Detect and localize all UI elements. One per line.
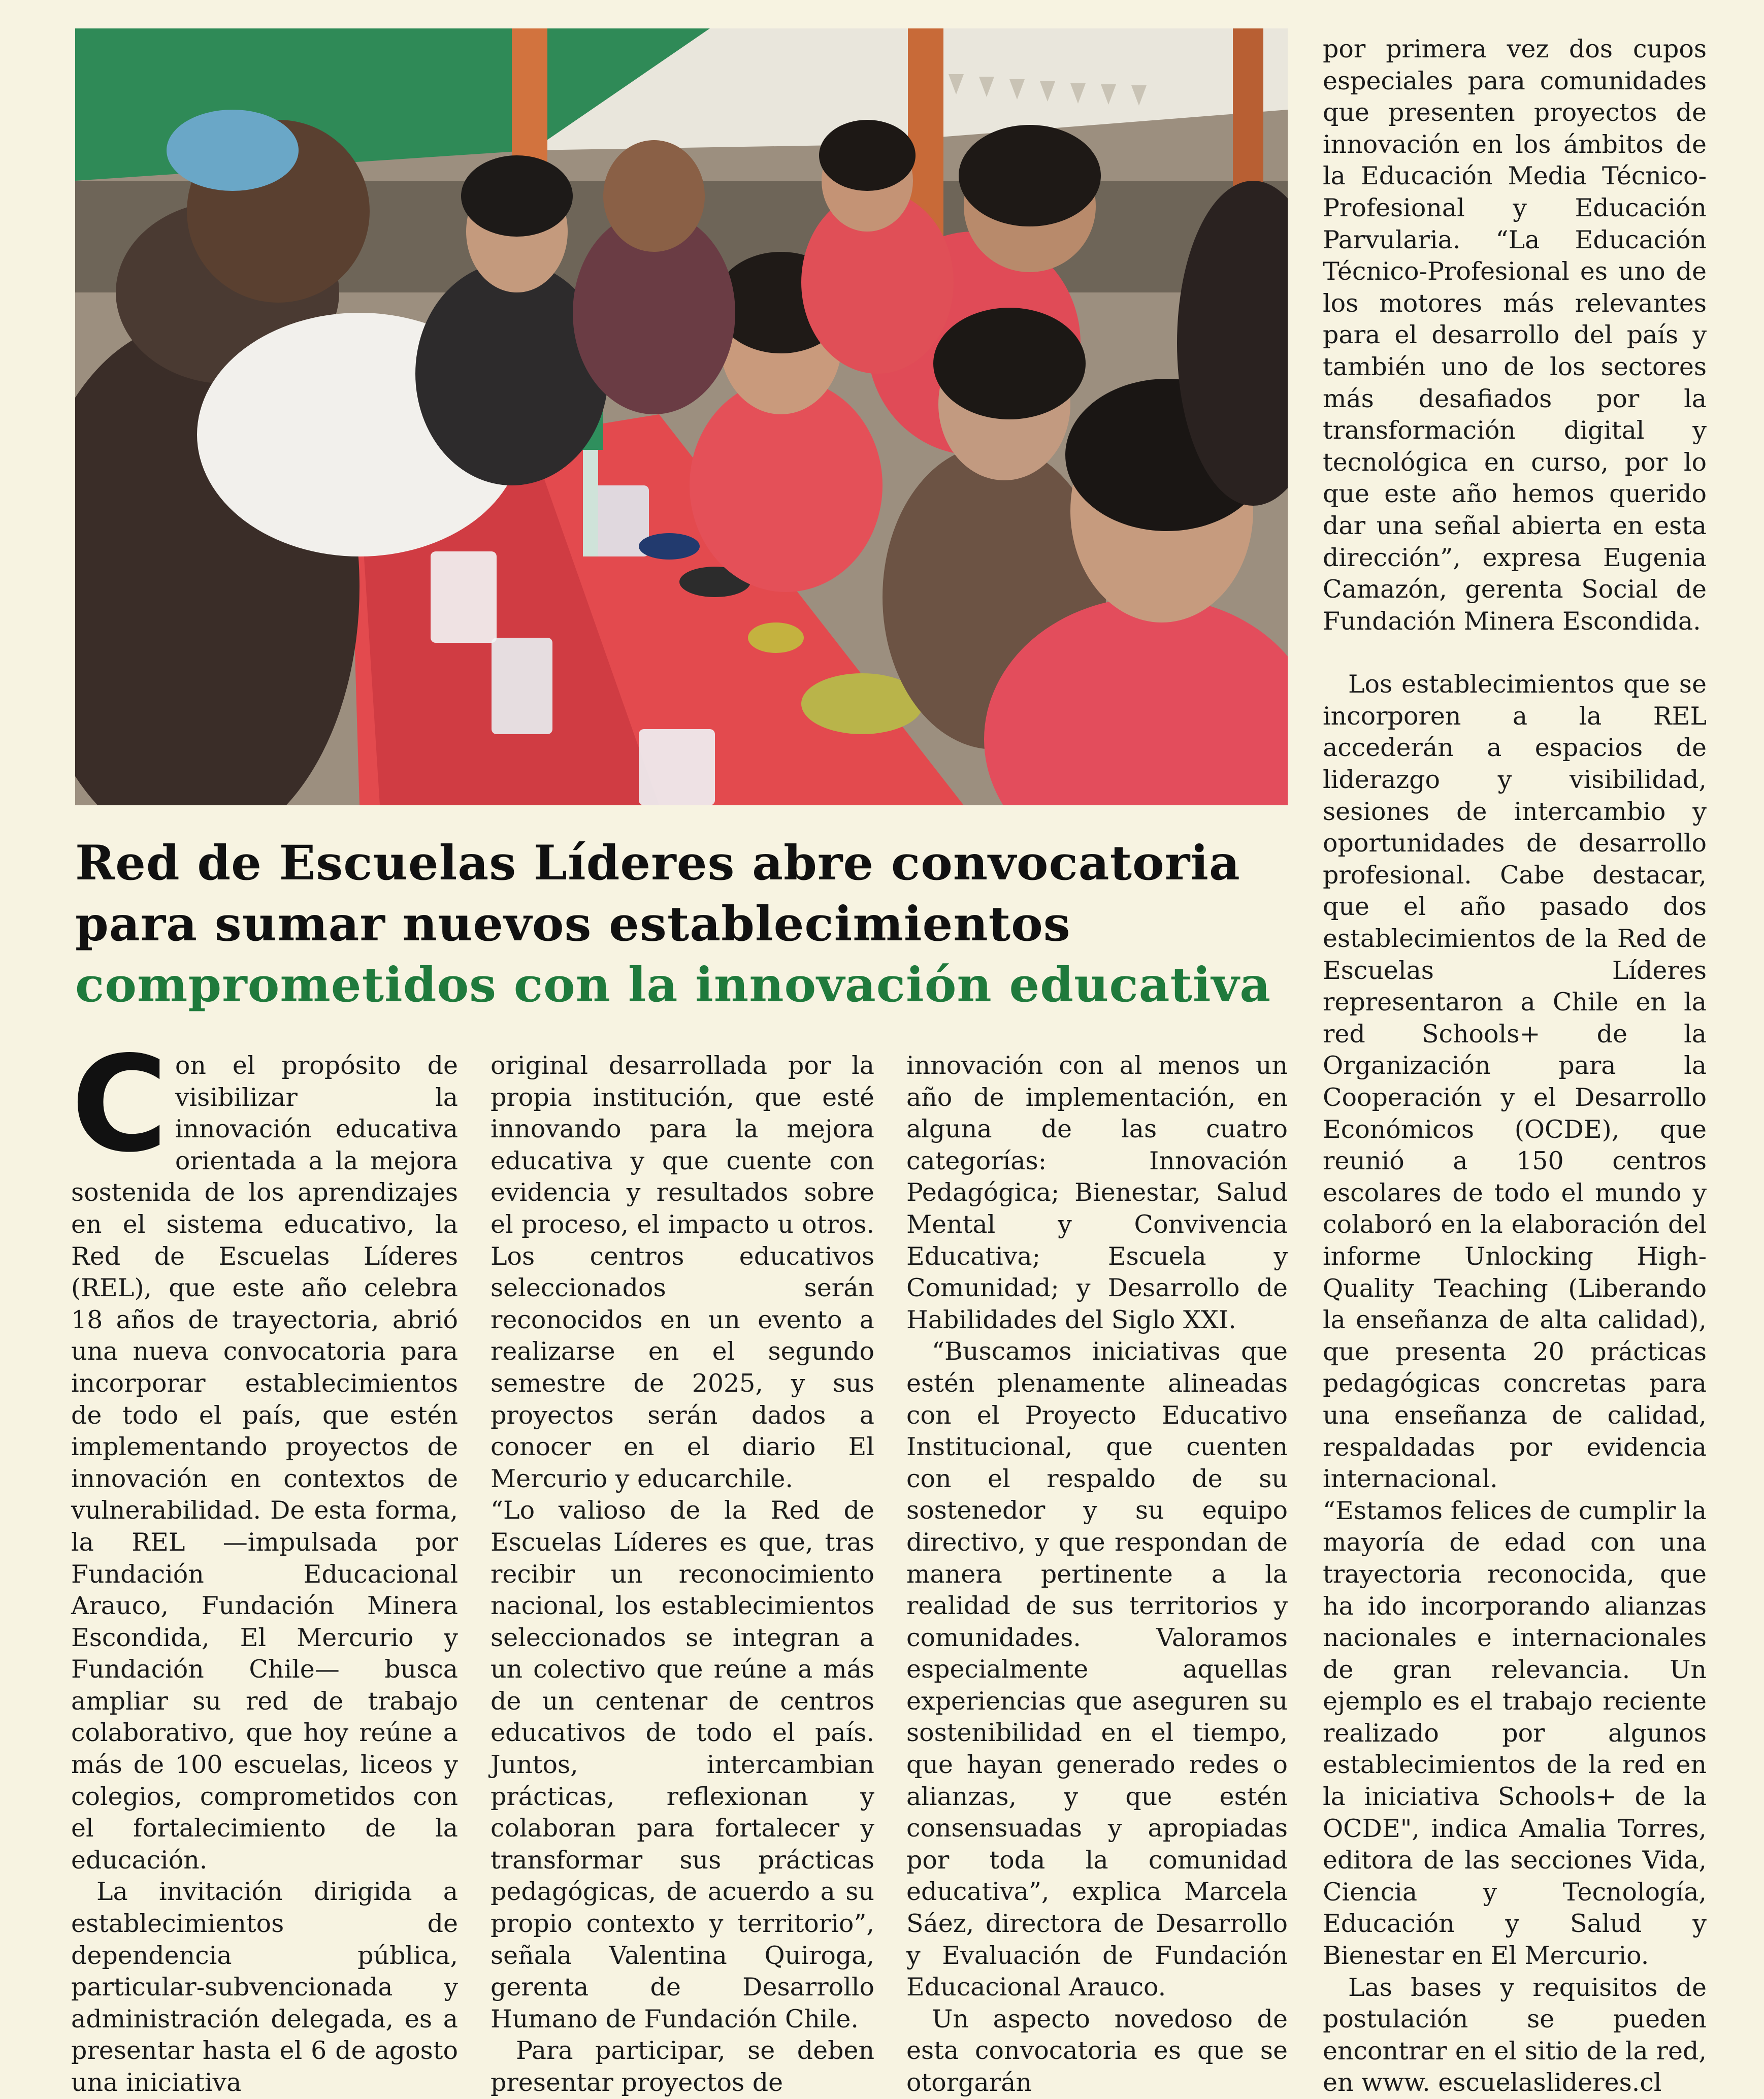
paragraph-text: on el propósito de visibilizar la innovación educativa orientada a la mejora sostenida de los aprendizajes en el sistema educativo, la Red de Escuelas Líderes (REL), que este año celebra 18 años de trayectoria, abrió una nueva convocatoria para incorporar establecimientos de todo el país, que estén implementando proyectos de innovación en contextos de vulnerabilidad. De esta forma, la REL —impulsada por Fundación Educacional Arauco, Fundación Minera Escondida, El Mercurio y Fundación Chile— busca ampliar su red de trabajo colaborativo, que hoy reúne a más de 100 escuelas, liceos y colegios, comprometidos con el fortalecimiento de la educación. [71,1051,458,1875]
paragraph-quote: “Estamos felices de cumplir la mayoría de edad con una trayectoria reconocida, que ha ido incorporando alianzas nacionales e internacionales de gran relevancia. Un ejemplo es el trabajo reciente realizado por algunos establecimientos de la red en la iniciativa Schools+ de la OCDE", indica Amalia Torres, editora de las secciones Vida, Ciencia y Tecnología, Educación y Salud y Bienestar en El Mercurio. [1323,1496,1707,1971]
article-headline [75,833,1289,1015]
paragraph-intro [71,1028,458,1876]
paragraph-quote: “Buscamos iniciativas que estén plenamente alineadas con el Proyecto Educativo Institucional, que cuenten con el respaldo de su sostenedor y su equipo directivo, y que respondan de manera pertinente a la realidad de sus territorios y comunidades. Valoramos especialmente aquellas experiencias que aseguren su sostenibilidad en el tiempo, que hayan generado redes o alianzas, y que estén consensuadas y apropiadas por toda la comunidad educativa”, explica Marcela Sáez, directora de Desarrollo y Evaluación de Fundación Educacional Arauco. [906,1337,1288,2002]
paragraph: Un aspecto novedoso de esta convocatoria es que se otorgarán [906,2004,1288,2097]
article-column-1 [71,1028,458,2099]
article-photo [75,28,1288,805]
headline-line-3: comprometidos con la innovación educativa [75,957,1271,1013]
article-column-2 [491,1050,874,2099]
article-column-3 [906,1050,1288,2099]
paragraph: La invitación dirigida a establecimientos de dependencia pública, particular-subvencionada y administración delegada, es a presentar hasta el 6 de agosto una iniciativa [71,1877,458,2097]
headline-line-2: para sumar nuevos establecimientos [75,896,1071,952]
headline-line-1: Red de Escuelas Líderes abre convocatoria [75,835,1240,891]
paragraph-quote: “Lo valioso de la Red de Escuelas Líderes es que, tras recibir un reconocimiento nacional, los establecimientos seleccionados se integran a un colectivo que reúne a más de un centenar de centros educativos de todo el país. Juntos, intercambian prácticas, reflexionan y colaboran para fortalecer y transformar sus prácticas pedagógicas, de acuerdo a su propio contexto y territorio”, señala Valentina Quiroga, gerenta de Desarrollo Humano de Fundación Chile. [491,1496,874,2034]
drop-cap: C [71,1028,168,1182]
article-column-4 [1323,34,1707,2099]
paragraph: Para participar, se deben presentar proyectos de [491,2036,874,2097]
paragraph: original desarrollada por la propia institución, que esté innovando para la mejora educativa y que cuente con evidencia y resultados sobre el proceso, el impacto u otros. Los centros educativos seleccionados serán reconocidos en un evento a realizarse en el segundo semestre de 2025, y sus proyectos serán dados a conocer en el diario El Mercurio y educarchile. [491,1051,874,1493]
paragraph: Las bases y requisitos de postulación se pueden encontrar en el sitio de la red, en www. escuelaslideres.cl [1323,1973,1707,2097]
paragraph: Los establecimientos que se incorporen a la REL accederán a espacios de liderazgo y visibilidad, sesiones de intercambio y oportunidades de desarrollo profesional. Cabe destacar, que el año pasado dos establecimientos de la Red de Escuelas Líderes representaron a Chile en la red Schools+ de la Organización para la Cooperación y el Desarrollo Económicos (OCDE), que reunió a 150 centros escolares de todo el mundo y colaboró en la elaboración del informe Unlocking High-Quality Teaching (Liberando la enseñanza de alta calidad), que presenta 20 prácticas pedagógicas concretas para una enseñanza de calidad, respaldadas por evidencia internacional. [1323,670,1707,1494]
paragraph: innovación con al menos un año de implementación, en alguna de las cuatro categorías: Innovación Pedagógica; Bienestar, Salud Mental y Convivencia Educativa; Escuela y Comunidad; y Desarrollo de Habilidades del Siglo XXI. [906,1051,1288,1334]
students-science-activity-image [75,28,1288,805]
paragraph: por primera vez dos cupos especiales para comunidades que presenten proyectos de innovación en los ámbitos de la Educación Media Técnico-Profesional y Educación Parvularia. “La Educación Técnico-Profesional es uno de los motores más relevantes para el desarrollo del país y también uno de los sectores más desafiados por la transformación digital y tecnológica en curso, por lo que este año hemos querido dar una señal abierta en esta dirección”, expresa Eugenia Camazón, gerenta Social de Fundación Minera Escondida. [1323,35,1707,636]
